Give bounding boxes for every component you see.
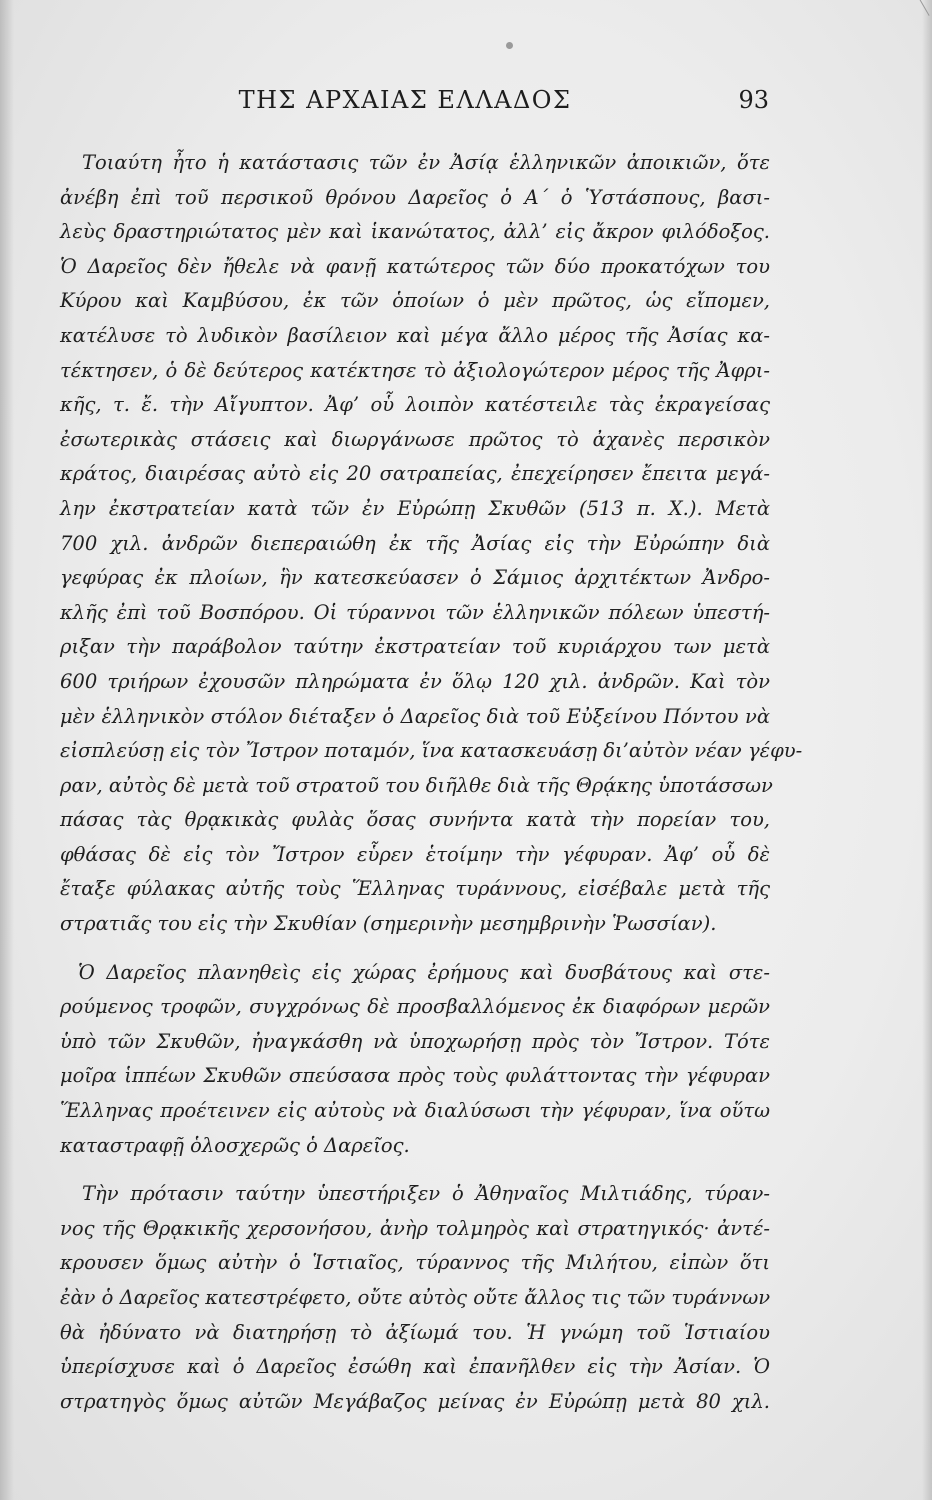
text-line: ραν, αὐτὸς δὲ μετὰ τοῦ στρατοῦ του διῆλθε διὰ τῆς Θρᾴκης ὑποτάσσων bbox=[60, 773, 773, 797]
text-line: φθάσας δὲ εἰς τὸν Ἴστρον εὗρεν ἑτοίμην τὴν γέφυραν. Ἀφ’ οὗ δὲ bbox=[60, 842, 770, 866]
text-line: ἐὰν ὁ Δαρεῖος κατεστρέφετο, οὔτε αὐτὸς οὔτε ἄλλος τις τῶν τυράννων bbox=[60, 1286, 771, 1309]
paragraph-1 bbox=[60, 146, 803, 942]
page-right-shadow bbox=[922, 0, 932, 1500]
text-line: κατέλυσε τὸ λυδικὸν βασίλειον καὶ μέγα ἄλλο μέρος τῆς Ἀσίας κα- bbox=[60, 323, 770, 347]
text-line: ὑπερίσχυσε καὶ ὁ Δαρεῖος ἐσώθη καὶ ἐπανῆλθεν εἰς τὴν Ἀσίαν. Ὁ bbox=[60, 1355, 770, 1379]
page-number: 93 bbox=[738, 86, 769, 114]
paragraph-2 bbox=[60, 956, 770, 1164]
text-line: εἰσπλεύσῃ εἰς τὸν Ἴστρον ποταμόν, ἵνα κατασκευάσῃ δι’αὐτὸν νέαν γέφυ- bbox=[60, 739, 803, 763]
ink-speck bbox=[506, 42, 513, 49]
text-line: κλῆς ἐπὶ τοῦ Βοσπόρου. Οἱ τύραννοι τῶν ἑλληνικῶν πόλεων ὑπεστή- bbox=[60, 600, 770, 624]
text-line: πάσας τὰς θρᾳκικὰς φυλὰς ὅσας συνήντα κατὰ τὴν πορείαν του, bbox=[60, 808, 770, 832]
text-line: Κύρου καὶ Καμβύσου, ἐκ τῶν ὁποίων ὁ μὲν πρῶτος, ὡς εἴπομεν, bbox=[60, 289, 770, 313]
text-line: Τὴν πρότασιν ταύτην ὑπεστήριξεν ὁ Ἀθηναῖος Μιλτιάδης, τύραν- bbox=[82, 1182, 770, 1206]
text-line: ρούμενος τροφῶν, συγχρόνως δὲ προσβαλλόμενος ἐκ διαφόρων μερῶν bbox=[60, 995, 770, 1019]
body-text bbox=[60, 146, 803, 1419]
text-line: ὑπὸ τῶν Σκυθῶν, ἠναγκάσθη νὰ ὑποχωρήσῃ πρὸς τὸν Ἴστρον. Τότε bbox=[60, 1029, 770, 1053]
text-line: ριξαν τὴν παράβολον ταύτην ἐκστρατείαν τοῦ κυριάρχου των μετὰ bbox=[60, 635, 770, 659]
text-line: Ἕλληνας προέτεινεν εἰς αὐτοὺς νὰ διαλύσωσι τὴν γέφυραν, ἵνα οὕτω bbox=[60, 1099, 770, 1123]
text-line: λην ἐκστρατείαν κατὰ τῶν ἐν Εὐρώπῃ Σκυθῶν (513 π. Χ.). Μετὰ bbox=[60, 496, 770, 520]
text-line: μοῖρα ἱππέων Σκυθῶν σπεύσασα πρὸς τοὺς φυλάττοντας τὴν γέφυραν bbox=[60, 1064, 770, 1088]
text-line: ἐσωτερικὰς στάσεις καὶ διωργάνωσε πρῶτος τὸ ἀχανὲς περσικὸν bbox=[60, 427, 770, 451]
text-line: ἀνέβη ἐπὶ τοῦ περσικοῦ θρόνου Δαρεῖος ὁ Α΄ ὁ Ὑστάσπους, βασι- bbox=[60, 185, 770, 209]
page-header bbox=[0, 86, 932, 126]
text-line: κρουσεν ὅμως αὐτὴν ὁ Ἱστιαῖος, τύραννος τῆς Μιλήτου, εἰπὼν ὅτι bbox=[60, 1251, 770, 1275]
text-line: στρατηγὸς ὅμως αὐτῶν Μεγάβαζος μείνας ἐν Εὐρώπῃ μετὰ 80 χιλ. bbox=[60, 1389, 770, 1413]
text-line: μὲν ἑλληνικὸν στόλον διέταξεν ὁ Δαρεῖος διὰ τοῦ Εὐξείνου Πόντου νὰ bbox=[60, 704, 770, 728]
page-left-shadow bbox=[0, 0, 14, 1500]
text-line: 600 τριήρων ἐχουσῶν πληρώματα ἐν ὅλῳ 120 χιλ. ἀνδρῶν. Καὶ τὸν bbox=[60, 669, 770, 693]
text-line: κῆς, τ. ἔ. τὴν Αἴγυπτον. Ἀφ’ οὗ λοιπὸν κατέστειλε τὰς ἐκραγείσας bbox=[60, 393, 770, 417]
text-line: τέκτησεν, ὁ δὲ δεύτερος κατέκτησε τὸ ἀξιολογώτερον μέρος τῆς Ἀφρι- bbox=[60, 358, 770, 382]
text-line: στρατιᾶς του εἰς τὴν Σκυθίαν (σημερινὴν μεσημβρινὴν Ῥωσσίαν). bbox=[60, 912, 717, 936]
text-line: Ὁ Δαρεῖος πλανηθεὶς εἰς χώρας ἐρήμους καὶ δυσβάτους καὶ στε- bbox=[78, 960, 770, 984]
text-line: ἔταξε φύλακας αὐτῆς τοὺς Ἕλληνας τυράννους, εἰσέβαλε μετὰ τῆς bbox=[60, 877, 770, 901]
text-line: νος τῆς Θρᾳκικῆς χερσονήσου, ἀνὴρ τολμηρὸς καὶ στρατηγικός· ἀντέ- bbox=[60, 1216, 770, 1240]
text-line: καταστραφῇ ὁλοσχερῶς ὁ Δαρεῖος. bbox=[60, 1133, 410, 1157]
text-line: κράτος, διαιρέσας αὐτὸ εἰς 20 σατραπείας, ἐπεχείρησεν ἔπειτα μεγά- bbox=[60, 462, 770, 486]
running-title: ΤΗΣ ΑΡΧΑΙΑΣ ΕΛΛΑΔΟΣ bbox=[238, 86, 572, 114]
text-line: γεφύρας ἐκ πλοίων, ἣν κατεσκεύασεν ὁ Σάμιος ἀρχιτέκτων Ἀνδρο- bbox=[60, 566, 770, 590]
text-line: θὰ ἠδύνατο νὰ διατηρήσῃ τὸ ἀξίωμά του. Ἡ γνώμη τοῦ Ἱστιαίου bbox=[60, 1320, 770, 1344]
text-line: 700 χιλ. ἀνδρῶν διεπεραιώθη ἐκ τῆς Ἀσίας εἰς τὴν Εὐρώπην διὰ bbox=[60, 531, 770, 555]
text-line: Ὁ Δαρεῖος δὲν ἤθελε νὰ φανῇ κατώτερος τῶν δύο προκατόχων του bbox=[60, 254, 770, 278]
paragraph-3 bbox=[60, 1177, 770, 1419]
text-line: λεὺς δραστηριώτατος μὲν καὶ ἱκανώτατος, ἀλλ’ εἰς ἄκρον φιλόδοξος. bbox=[60, 220, 770, 244]
text-line: Τοιαύτη ἦτο ἡ κατάστασις τῶν ἐν Ἀσίᾳ ἑλληνικῶν ἀποικιῶν, ὅτε bbox=[82, 151, 770, 174]
